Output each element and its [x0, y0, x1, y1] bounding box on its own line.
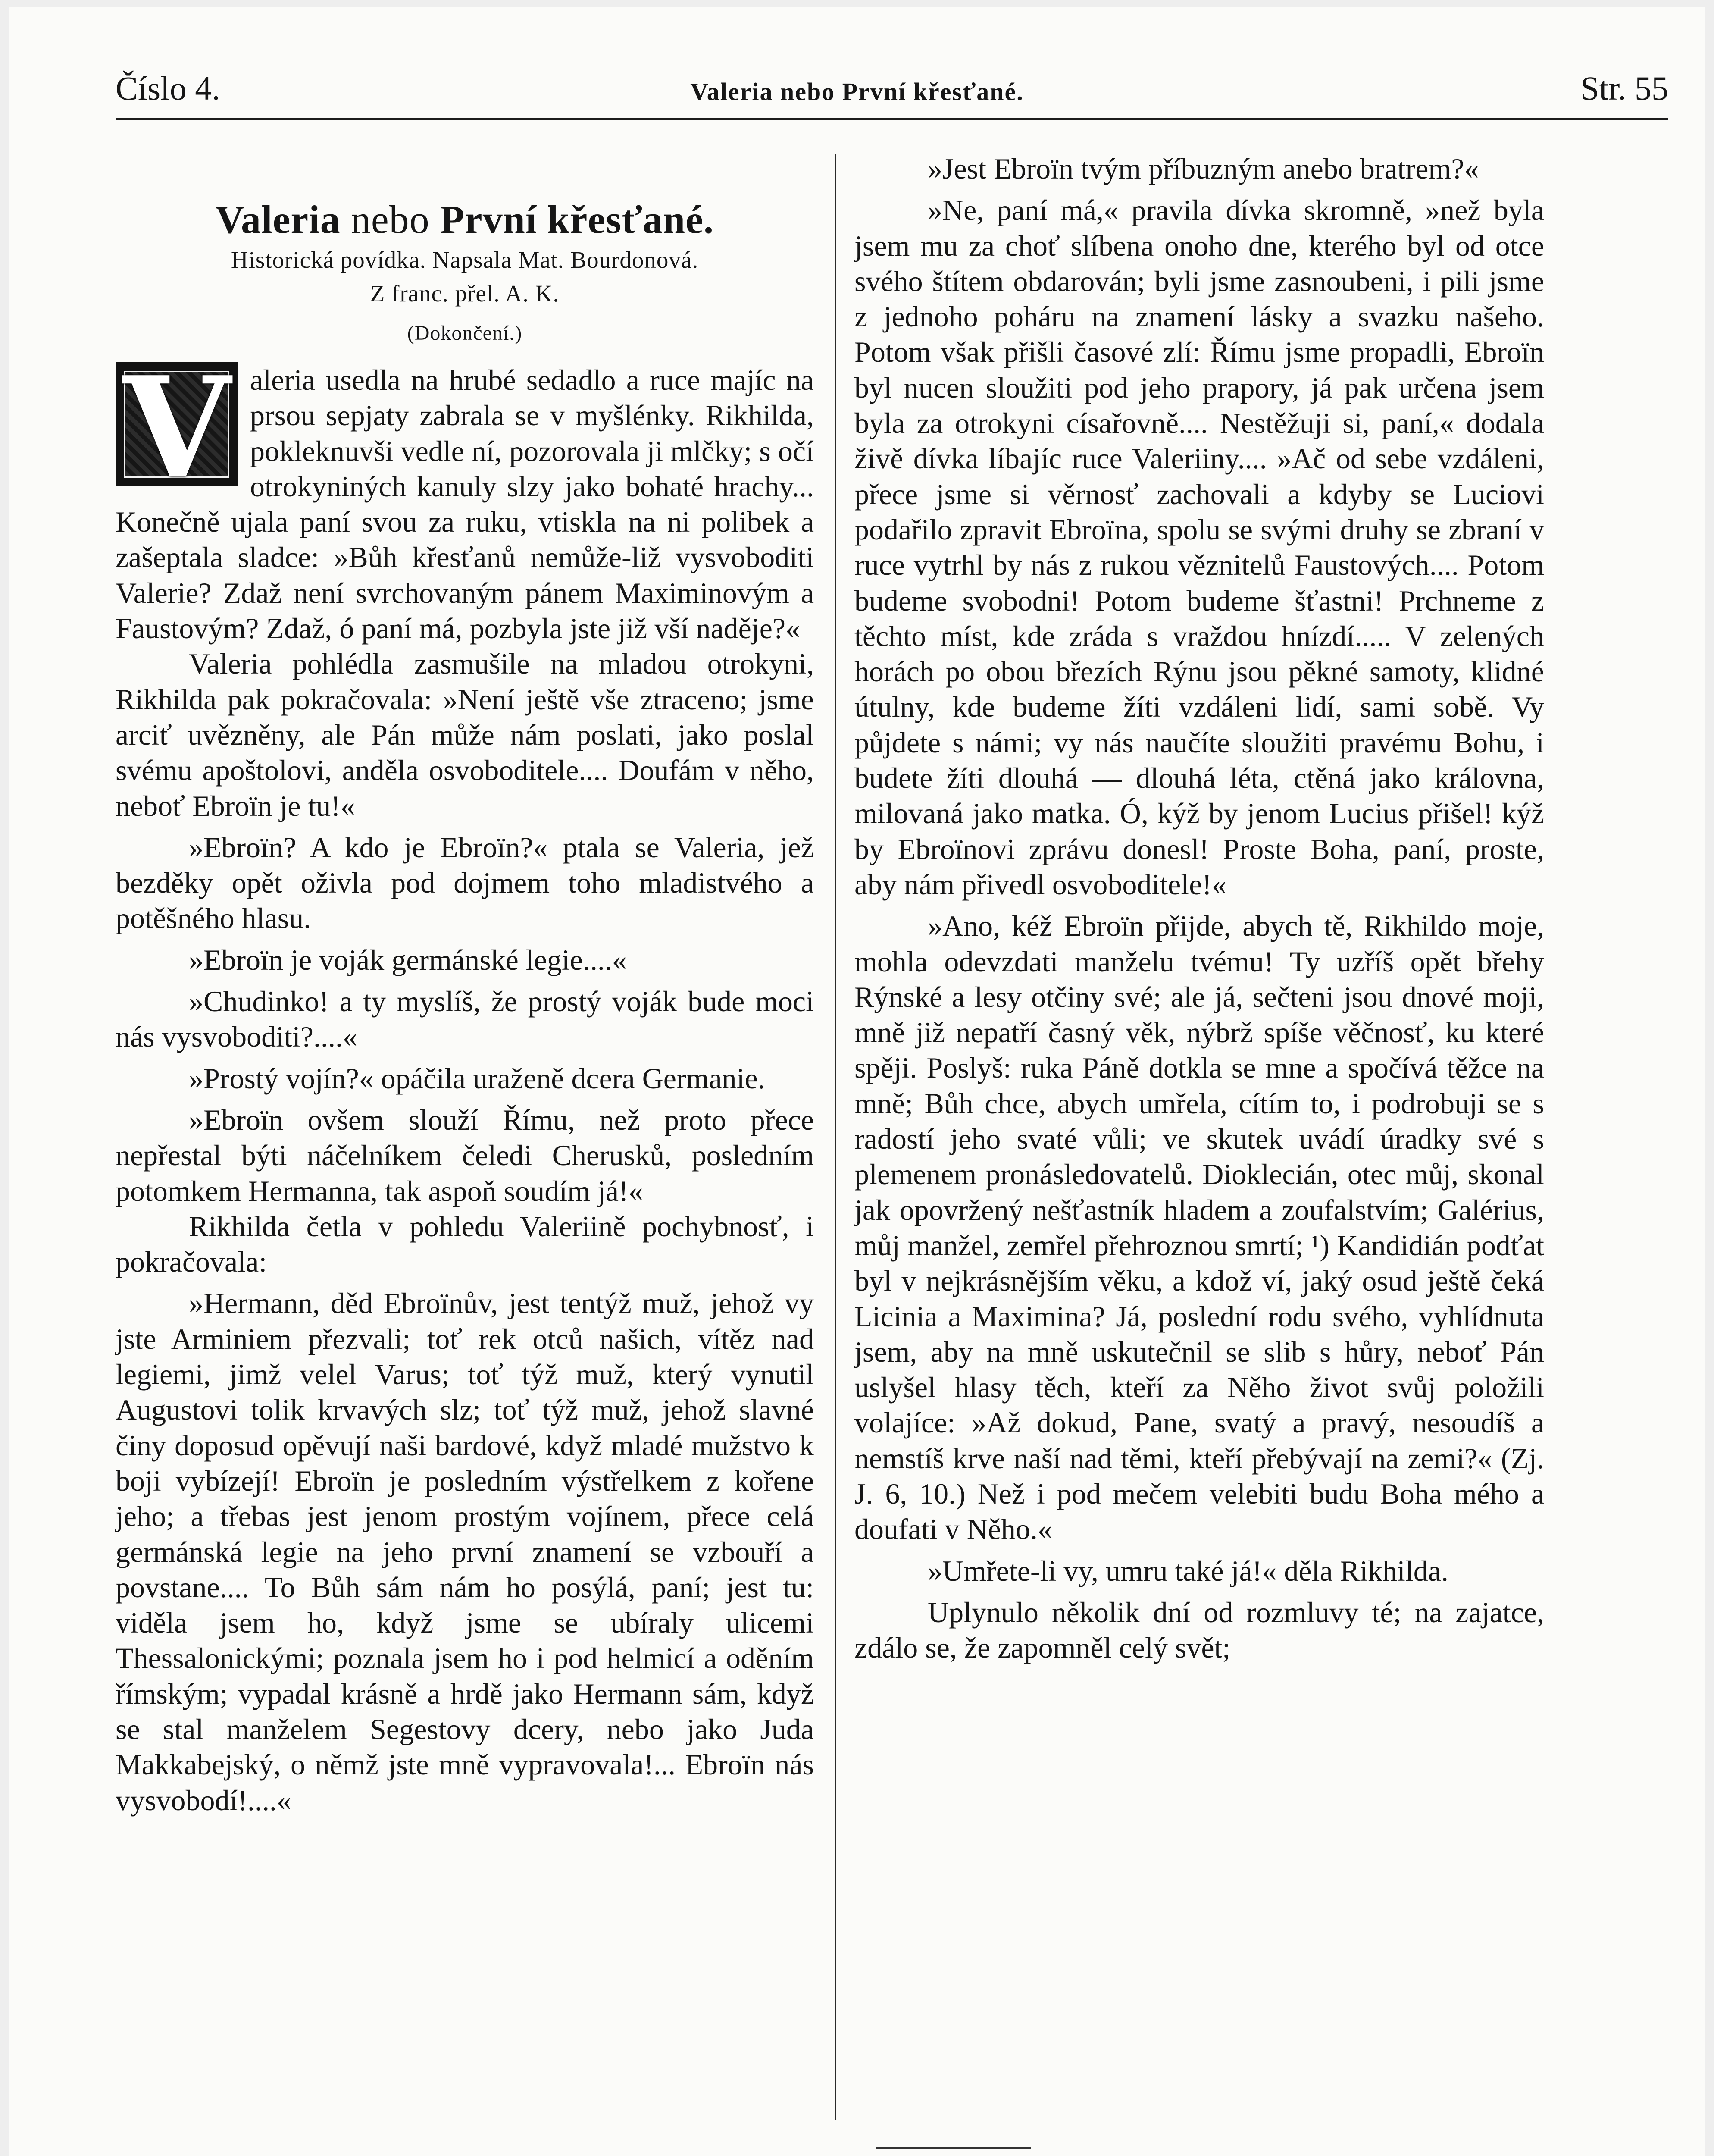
paragraph: »Jest Ebroïn tvým příbuzným anebo bratrem?« [928, 152, 1479, 185]
drop-cap [116, 346, 238, 509]
running-title: Valeria nebo První křesťané. [690, 78, 1024, 106]
translator-line: Z franc. přel. A. K. [370, 280, 560, 307]
continuation-note: (Dokončení.) [407, 322, 522, 345]
story-title [116, 196, 814, 243]
story-title-part-2: První křesťané. [440, 197, 714, 241]
paragraph: Uplynulo několik dní od rozmluvy té; na zajatce, zdálo se, že zapomněl celý svět; [854, 1595, 1544, 1664]
header-rule [116, 118, 1668, 120]
paragraph: Rikhilda četla v pohledu Valeriině pochybnosť, i pokračovala: [116, 1210, 814, 1279]
right-column [854, 151, 1544, 1665]
drop-cap-letter: V [123, 346, 231, 509]
column-divider [835, 154, 836, 2120]
page [9, 7, 1705, 2156]
page-number: Str. 55 [1580, 69, 1668, 107]
left-column [116, 151, 814, 1818]
paragraph: »Ebroïn je voják germánské legie....« [189, 943, 627, 976]
paragraph: Valeria pohlédla zasmušile na mladou otrokyni, Rikhilda pak pokračovala: »Není ještě vše ztraceno; jsme arciť uvězněny, ale Pán může nám poslati, jako poslal svému apoštolovi, anděla osvoboditele.... Doufám v něho, neboť Ebroïn je tu!« [116, 647, 814, 822]
paragraph: »Chudinko! a ty myslíš, že prostý voják bude moci nás vysvoboditi?....« [116, 985, 814, 1053]
paragraph: »Umřete-li vy, umru také já!« děla Rikhilda. [928, 1554, 1448, 1587]
paragraph-text: aleria usedla na hrubé sedadlo a ruce majíc na prsou sepjaty zabrala se v myšlénky. Rikhilda, pokleknuvši vedle ní, pozorovala ji mlčky; s očí otrokyniných kanuly slzy jako bohaté hrachy... Konečně ujala paní svou za ruku, vtiskla na ni polibek a zašeptala sladce: »Bůh křesťanů nemůže-liž vysvoboditi Valerie? Zdaž není svrchovaným pánem Maximinovým a Faustovým? Zdaž, ó paní má, pozbyla jste již vší naděje?« [116, 364, 814, 645]
issue-number: Číslo 4. [116, 69, 220, 107]
paragraph: »Hermann, děd Ebroïnův, jest tentýž muž, jehož vy jste Arminiem přezvali; toť rek otců našich, vítěz nad legiemi, jimž velel Varus; toť týž muž, který vynutil Augustovi tolik krvavých slz; toť týž muž, jehož slavné činy doposud opěvují naši bardové, když mladé mužstvo k boji vybízejí! Ebroïn je posledním výstřelkem z kořene jeho; a třebas jest jenom prostým vojínem, přece celá germánská legie na jeho první znamení se vzbouří a povstane.... To Bůh sám nám ho posýlá, paní; jest tu: viděla jsem ho, když jsme se ubíraly ulicemi Thessalonickými; poznala jsem ho i pod helmicí a oděním římským; vypadal krásně a hrdě jako Hermann sám, když se stal manželem Segestovy dcery, nebo jako Juda Makkabejský, o němž jste mně vypravovala!... Ebroïn nás vysvobodí!....« [116, 1287, 814, 1817]
paragraph: »Ano, kéž Ebroïn přijde, abych tě, Rikhildo moje, mohla odevzdati manželu tvému! Ty uzříš opět břehy Rýnské a lesy otčiny své; ale já, sečteni jsou dnové moji, mně již nepatří časný věk, nýbrž spíše věčnosť, ku které spěji. Poslyš: ruka Páně dotkla se mne a spočívá těžce na mně; Bůh chce, abych umřela, cítím to, i podrobuji se s radostí jeho svaté vůli; ve skutek uvádí úradky své s plemenem pronásledovatelů. Dioklecián, otec můj, skonal jak opovržený nešťastník hladem a zoufalstvím; Galérius, můj manžel, zemřel přehroznou smrtí; ¹) Kandidián podťat byl v nejkrásnějším věku, a kdož ví, jaký osud ještě čeká Licinia a Maximina? Já, poslední rodu svého, vyhlídnuta jsem, aby na mně uskutečnil se slib s hůry, neboť Pán uslyšel hlasy těch, kteří za Něho život svůj položili volajíce: »Až dokud, Pane, svatý a pravý, nesoudíš a nemstíš krve naší nad těmi, kteří přebývají na zemi?« (Zj. J. 6, 10.) Než i pod mečem velebiti budu Boha mého a doufati v Něho.« [854, 909, 1544, 1546]
paragraph: »Ebroïn ovšem slouží Římu, než proto přece nepřestal býti náčelníkem čeledi Cherusků, posledním potomkem Hermanna, tak aspoň soudím já!« [116, 1103, 814, 1207]
paragraph: »Ne, paní má,« pravila dívka skromně, »než byla jsem mu za choť slíbena onoho dne, kterého byl od otce svého štítem obdarován; byli jsme zasnoubeni, i pili jsme z jednoho poháru na znamení lásky a svazku našeho. Potom však přišli časové zlí: Římu jsme propadli, Ebroïn byl nucen sloužiti pod jeho prapory, já pak určena jsem byla za otrokyni císařovně.... Nestěžuji si, paní,« dodala živě dívka líbajíc ruce Valeriiny.... »Ač od sebe vzdáleni, přece jsme si věrnosť zachovali a kdyby se Luciovi podařilo zpravit Ebroïna, spolu se svými druhy se zbraní v ruce vytrhl by nás z rukou věznitelů Faustových.... Potom budeme svobodni! Potom budeme šťastni! Prchneme z těchto míst, kde zráda s vraždou hnízdí..... V zelených horách po obou březích Rýnu jsou pěkné samoty, klidné útulny, kde budeme žíti vzdáleni lidí, sami sobě. Vy půjdete s námi; vy nás naučíte sloužiti pravému Bohu, i budete žíti dlouhá — dlouhá léta, ctěná jako královna, milovaná jako matka. Ó, kýž by jenom Lucius přišel! kýž by Ebroïnovi zprávu donesl! Proste Boha, paní, proste, aby nám přivedl osvoboditele!« [854, 194, 1544, 901]
story-subtitle: Historická povídka. Napsala Mat. Bourdonová. [231, 247, 699, 273]
footnote-rule [876, 2147, 1031, 2149]
paragraph: »Prostý vojín?« opáčila uraženě dcera Germanie. [189, 1062, 765, 1095]
paragraph: »Ebroïn? A kdo je Ebroïn?« ptala se Valeria, jež bezděky opět oživla pod dojmem toho mladistvého a potěšného hlasu. [116, 830, 814, 935]
paragraph [116, 346, 814, 646]
story-title-part-1: Valeria [216, 197, 341, 241]
story-title-connector: nebo [340, 197, 440, 241]
